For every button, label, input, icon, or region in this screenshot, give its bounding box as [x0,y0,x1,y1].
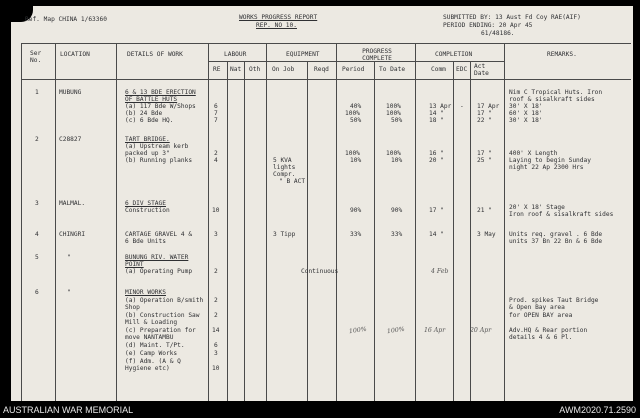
col-line [266,43,267,401]
submitted-by: SUBMITTED BY: 13 Aust Fd Coy RAE(AIF) [443,14,581,21]
row2-todate: 100% [386,150,401,157]
row4-act: 3 May [477,231,496,238]
row4-detail: 6 Bde Units [125,238,166,245]
col-header-completion: COMPLETION [435,51,473,58]
row1-detail: 6 & 13 BDE ERECTION [125,89,196,96]
row2-period: 10% [350,157,362,164]
row6-ser: 6 [35,289,39,296]
row2-equip: " B ACT [279,178,306,185]
col-line [470,61,471,401]
row6-detail: MINOR WORKS [125,289,166,296]
row6-detail: (c) Preparation for [125,327,196,334]
row1-act: 17 " [477,110,492,117]
col-line [116,43,117,401]
col-line [244,61,245,401]
col-header-comp-act: Act Date [474,63,489,77]
col-line [415,43,416,401]
row1-remark: roof & sisalkraft sides [509,96,595,103]
col-header-location: LOCATION [60,51,90,58]
row6-re: 3 [214,350,218,357]
row6-re: 14 [212,327,220,334]
row4-period: 33% [350,231,362,238]
row2-remark: 400' X Length [509,150,558,157]
row4-equip: 3 Tipp [273,231,296,238]
row3-remark: 20' X 18' Stage [509,204,565,211]
row6-detail: (f) Adm. (A & Q [125,358,181,365]
row5-detail: BUNUNG RIV. WATER [125,254,189,261]
row6-detail: Mill & Loading [125,319,178,326]
row2-detail: packed up 3" [125,150,170,157]
row2-remark: Laying to begin Sunday [509,157,591,164]
row3-re: 10 [212,207,220,214]
row1-re: 7 [214,117,218,124]
header-bottom-rule [21,79,631,80]
row2-equip: 5 KVA [273,157,292,164]
row2-act: 17 " [477,150,492,157]
row6-detail: (b) Construction Saw [125,312,200,319]
col-line [21,43,22,401]
row1-detail: OF BATTLE HUTS [125,96,178,103]
row6-detail: (e) Camp Works [125,350,178,357]
col-header-progress: PROGRESS COMPLETE [362,48,392,62]
footer-accession: AWM2020.71.2590 [559,405,636,415]
row4-todate: 33% [391,231,403,238]
period-ending: PERIOD ENDING: 20 Apr 45 [443,22,533,29]
row4-detail: CARTAGE GRAVEL 4 & [125,231,193,238]
row3-detail: Construction [125,207,170,214]
row6-location: " [67,289,71,296]
row2-period: 100% [345,150,360,157]
row4-comm: 14 " [429,231,444,238]
row5-detail: (a) Operating Pump [125,268,193,275]
row2-location: C28827 [59,136,82,143]
col-line [504,43,505,401]
row2-equip: lights [273,164,296,171]
col-header-remarks: REMARKS. [547,51,577,58]
report-title: WORKS PROGRESS REPORT [239,14,318,21]
row6-remark: for OPEN BAY area [509,312,573,319]
row3-todate: 90% [391,207,403,214]
reference-number: 61/48186. [481,30,515,37]
row1-act: 17 Apr [477,103,500,110]
row1-detail: (a) 117 Bde W/Shops [125,103,196,110]
col-header-equipment: EQUIPMENT [286,51,320,58]
col-header-labour-oth: Oth [249,66,261,73]
row3-period: 90% [350,207,362,214]
row2-todate: 10% [391,157,403,164]
col-header-comp-comm: Comm [431,66,446,73]
row1-location: MUBUNG [59,89,82,96]
row1-edc: - [460,103,464,110]
col-header-labour-re: RE [213,66,221,73]
row1-re: 7 [214,110,218,117]
map-reference: Ref. Map CHINA 1/63360 [25,16,107,23]
row2-comm: 20 " [429,157,444,164]
document-sheet [11,6,633,401]
col-line [227,61,228,401]
row1-comm: 13 Apr [429,103,452,110]
row6-re: 2 [214,312,218,319]
row2-remark: night 22 Ap 2300 Hrs [509,164,584,171]
table-top-rule [21,43,631,44]
col-header-labour-nat: Nat [230,66,242,73]
row1-comm: 18 " [429,117,444,124]
row1-detail: (b) 24 Bde [125,110,163,117]
row3-act: 21 " [477,207,492,214]
row1-re: 6 [214,103,218,110]
row6-act: 20 Apr [470,327,492,334]
row5-re: 2 [214,268,218,275]
row5-location: " [67,254,71,261]
row1-remark: Nim C Tropical Huts. Iron [509,89,603,96]
row5-equip: Continuous [301,268,339,275]
row1-period: 50% [350,117,362,124]
row1-detail: (c) 6 Bde HQ. [125,117,174,124]
row6-remark: details 4 & 6 Pl. [509,334,573,341]
row6-detail: move NANTAMBU [125,334,174,341]
row2-re: 2 [214,150,218,157]
col-line [336,43,337,401]
row1-todate: 100% [386,110,401,117]
row1-comm: 14 " [429,110,444,117]
row6-remark: & Open Bay area [509,304,565,311]
report-number: REP. NO 10. [256,22,297,29]
col-header-ser: Ser No. [30,50,42,64]
row4-remark: units 37 Bn 22 Bn & 6 Bde [509,238,603,245]
row6-comm: 16 Apr [424,327,446,334]
row4-remark: Units req. gravel . 6 Bde [509,231,603,238]
row6-re: 2 [214,297,218,304]
row3-location: MALMAL. [59,200,86,207]
row6-todate: 100% [386,325,406,336]
col-line [307,61,308,401]
col-header-equip-reqd: Reqd [314,66,329,73]
row1-remark: 30' X 18' [509,117,543,124]
row1-todate: 50% [391,117,403,124]
row1-period: 100% [345,110,360,117]
row2-act: 25 " [477,157,492,164]
row6-remark: Prod. spikes Taut Bridge [509,297,599,304]
row5-ser: 5 [35,254,39,261]
row4-re: 3 [214,231,218,238]
row2-equip: Compr. [273,171,296,178]
col-header-comp-edc: EDC [456,66,468,73]
row5-detail: POINT [125,261,144,268]
row5-comm: 4 Feb [431,268,449,275]
row3-remark: Iron roof & sisalkraft sides [509,211,614,218]
col-line [55,43,56,401]
col-line [374,61,375,401]
row6-detail: (a) Operation B/smith [125,297,204,304]
row2-comm: 16 " [429,150,444,157]
row6-re: 6 [214,342,218,349]
col-header-details: DETAILS OF WORK [127,51,183,58]
row2-ser: 2 [35,136,39,143]
row6-period: 100% [348,325,368,336]
row4-location: CHINGRI [59,231,86,238]
row6-remark: Adv.HQ & Rear portion [509,327,588,334]
row2-detail: (a) Upstream kerb [125,143,189,150]
row1-period: 40% [350,103,362,110]
row6-re: 10 [212,365,220,372]
col-header-labour: LABOUR [224,51,247,58]
col-header-prog-todate: To Date [379,66,406,73]
row6-detail: (d) Maint. T/Pt. [125,342,185,349]
col-line [453,61,454,401]
row1-remark: 60' X 18' [509,110,543,117]
row3-detail: 6 DIV STAGE [125,200,166,207]
col-header-prog-period: Period [342,66,365,73]
row2-detail: TART BRIDGE. [125,136,170,143]
col-header-equip-onjob: On Job [272,66,295,73]
row3-ser: 3 [35,200,39,207]
row4-ser: 4 [35,231,39,238]
col-line [208,43,209,401]
row6-detail: Hygiene etc) [125,365,170,372]
row1-ser: 1 [35,89,39,96]
row6-detail: Shop [125,304,140,311]
row1-act: 22 " [477,117,492,124]
row2-re: 4 [214,157,218,164]
footer-credit: AUSTRALIAN WAR MEMORIAL [3,405,134,415]
row1-todate: 100% [386,103,401,110]
row2-detail: (b) Running planks [125,157,193,164]
row1-remark: 30' X 18' [509,103,543,110]
row3-comm: 17 " [429,207,444,214]
